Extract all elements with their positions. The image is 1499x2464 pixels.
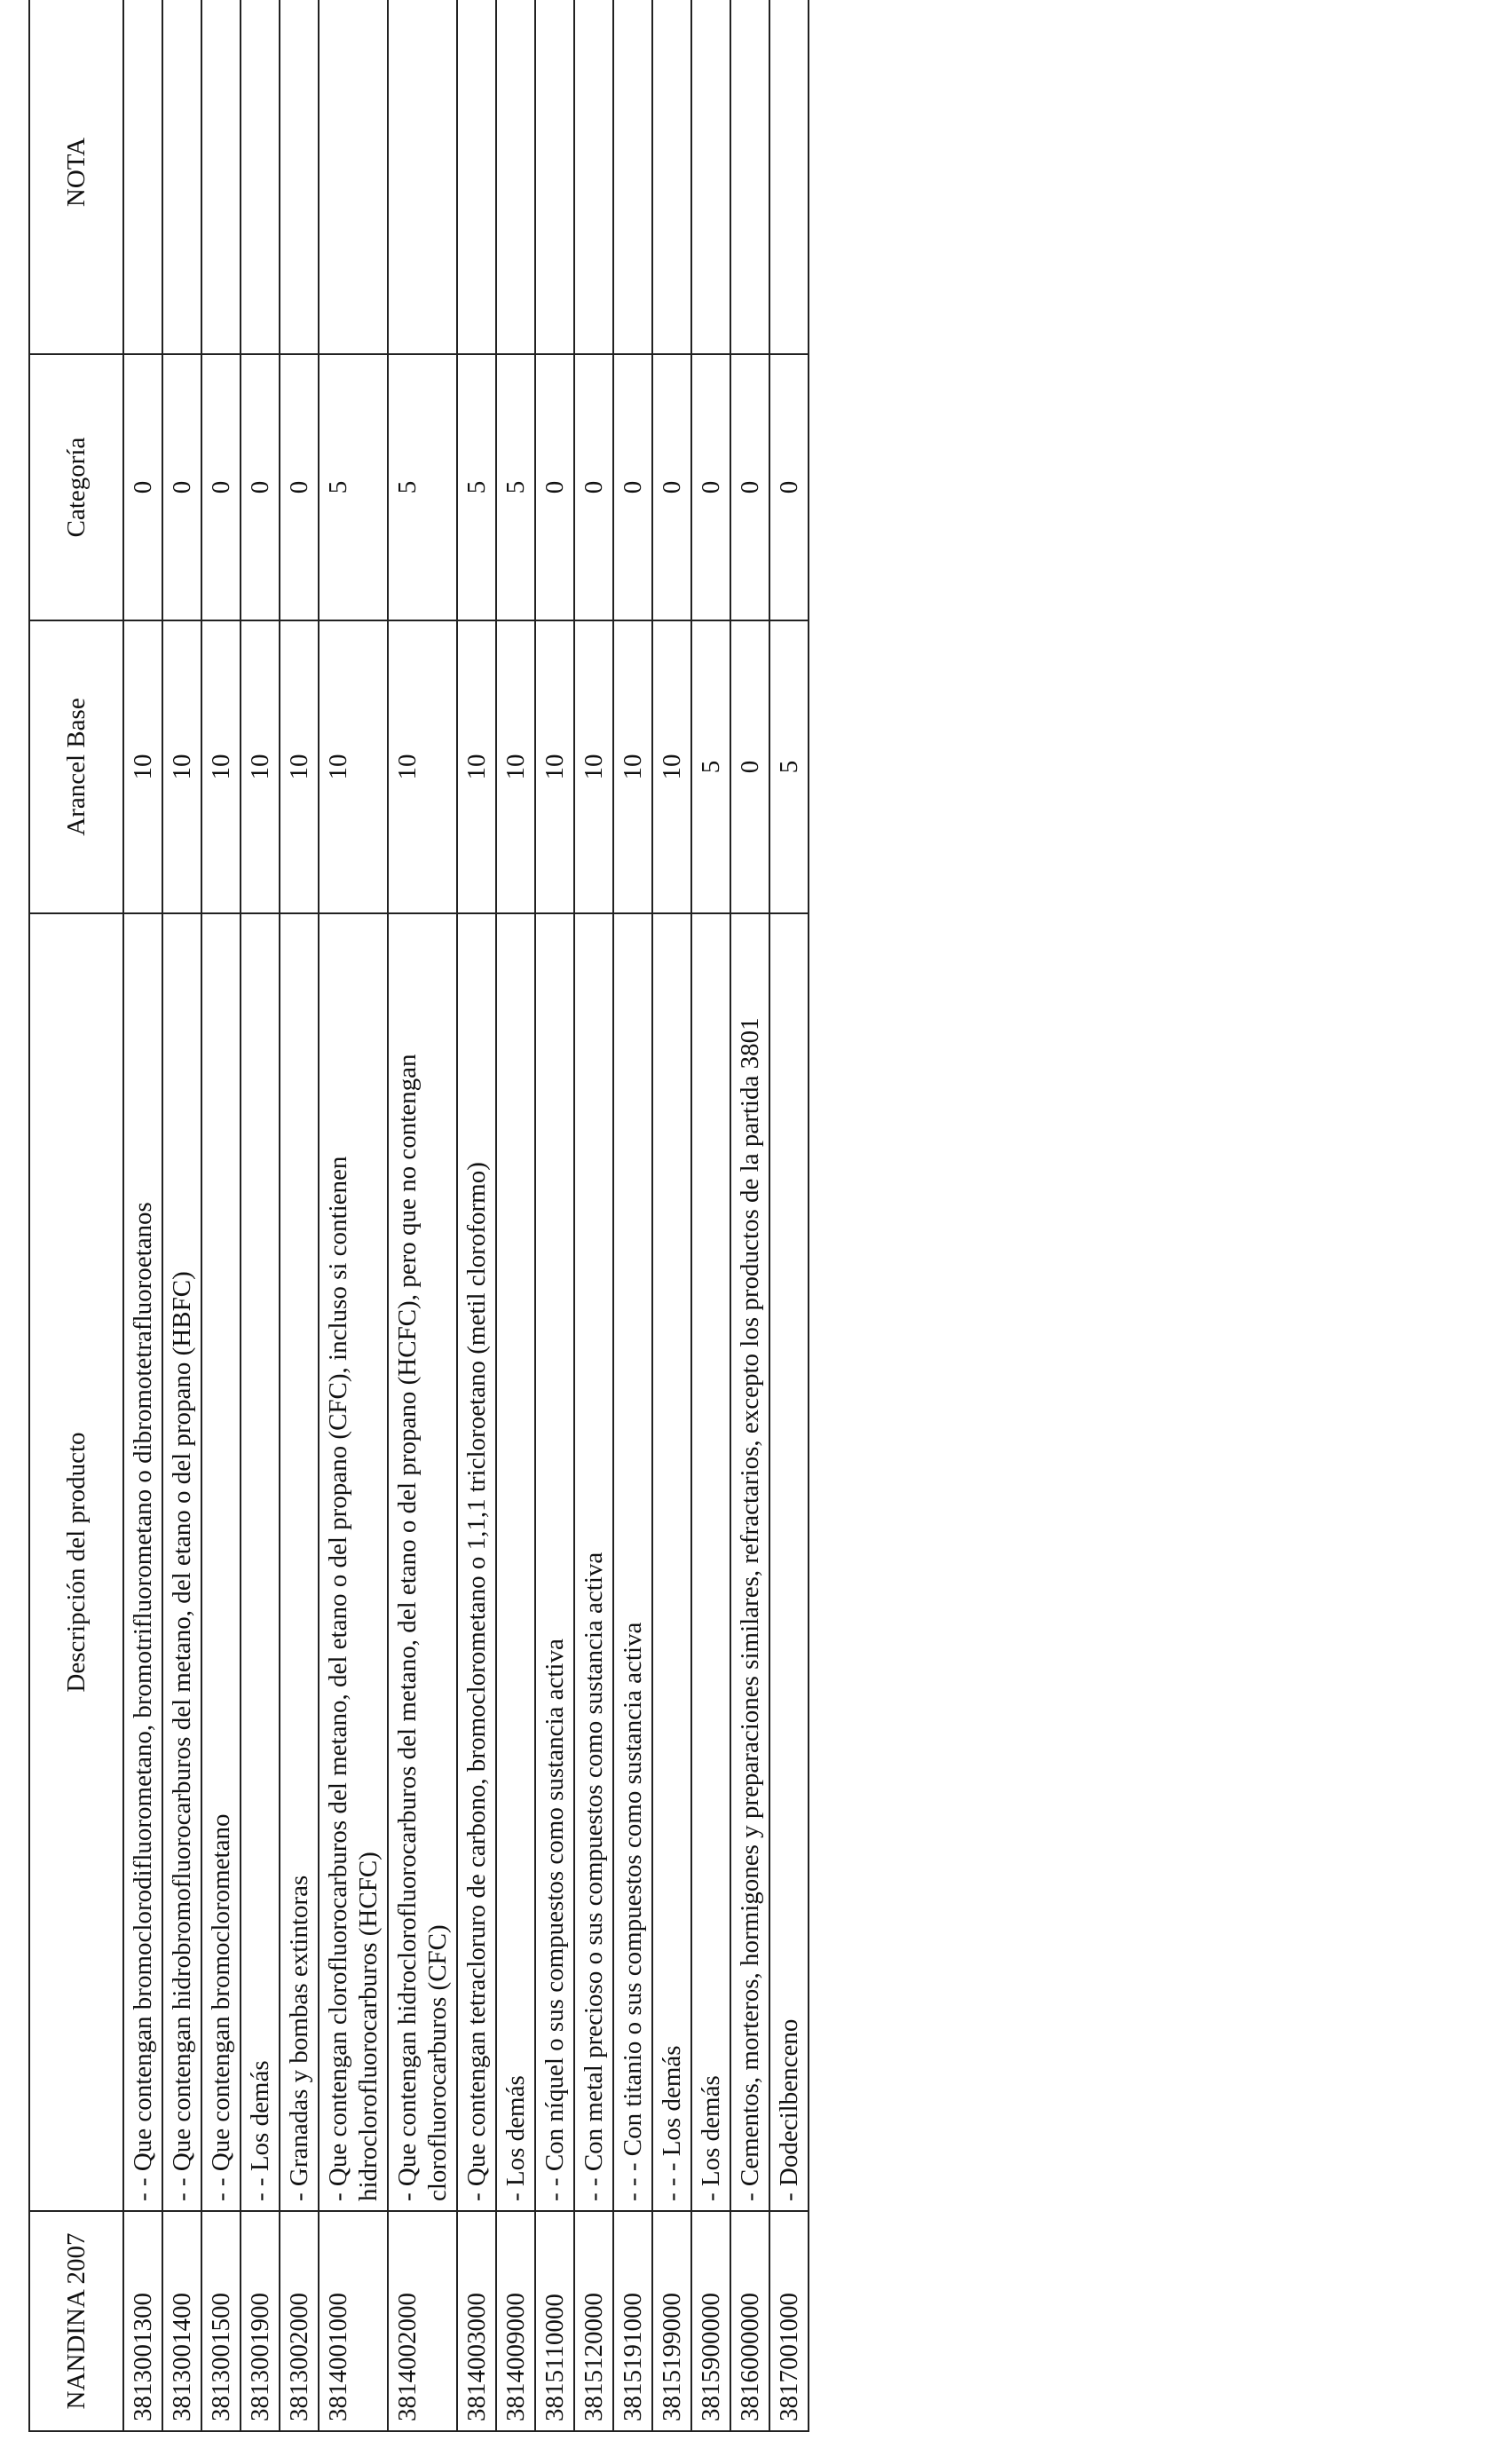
row-arancel-base: 10 bbox=[241, 620, 280, 913]
row-description: - - Que contengan hidrobromofluorocarburos del metano, del etano o del propano (HBFC) bbox=[162, 913, 201, 2211]
row-categoria: 5 bbox=[388, 354, 457, 620]
row-nota bbox=[574, 0, 613, 354]
row-categoria: 0 bbox=[730, 354, 769, 620]
table-row bbox=[319, 0, 388, 2431]
tariff-table bbox=[28, 0, 809, 2432]
row-arancel-base: 10 bbox=[496, 620, 535, 913]
row-description: - Que contengan tetracloruro de carbono, bromoclorometano o 1,1,1 tricloroetano (metil cloroformo) bbox=[457, 913, 496, 2211]
table-header bbox=[29, 0, 123, 2431]
header-arancel-base: Arancel Base bbox=[29, 620, 123, 913]
row-nota bbox=[162, 0, 201, 354]
row-code: 3813001900 bbox=[241, 2211, 280, 2431]
row-categoria: 0 bbox=[535, 354, 574, 620]
row-code: 3815110000 bbox=[535, 2211, 574, 2431]
table-row bbox=[201, 0, 241, 2431]
row-arancel-base: 10 bbox=[201, 620, 241, 913]
row-code: 3815120000 bbox=[574, 2211, 613, 2431]
row-description: - Que contengan hidroclorofluorocarburos del metano, del etano o del propano (HCFC), pero que no contengan clorofluorocarburos (CFC) bbox=[388, 913, 457, 2211]
row-categoria: 0 bbox=[162, 354, 201, 620]
table-row bbox=[241, 0, 280, 2431]
row-nota bbox=[691, 0, 730, 354]
row-arancel-base: 10 bbox=[613, 620, 652, 913]
row-nota bbox=[241, 0, 280, 354]
row-nota bbox=[652, 0, 691, 354]
row-description: - - - Con titanio o sus compuestos como sustancia activa bbox=[613, 913, 652, 2211]
row-code: 3815191000 bbox=[613, 2211, 652, 2431]
header-description: Descripción del producto bbox=[29, 913, 123, 2211]
row-nota bbox=[280, 0, 319, 354]
row-arancel-base: 10 bbox=[123, 620, 162, 913]
row-nota bbox=[201, 0, 241, 354]
table-row bbox=[652, 0, 691, 2431]
row-categoria: 0 bbox=[123, 354, 162, 620]
row-categoria: 0 bbox=[691, 354, 730, 620]
row-arancel-base: 10 bbox=[652, 620, 691, 913]
row-code: 3817001000 bbox=[769, 2211, 809, 2431]
header-nota: NOTA bbox=[29, 0, 123, 354]
row-description: - Granadas y bombas extintoras bbox=[280, 913, 319, 2211]
row-description: - - Con metal precioso o sus compuestos como sustancia activa bbox=[574, 913, 613, 2211]
row-arancel-base: 5 bbox=[691, 620, 730, 913]
table-body bbox=[123, 0, 809, 2431]
table-row bbox=[730, 0, 769, 2431]
row-categoria: 0 bbox=[769, 354, 809, 620]
row-description: - - Que contengan bromoclorodifluorometano, bromotrifluorometano o dibromotetrafluoroetanos bbox=[123, 913, 162, 2211]
row-arancel-base: 10 bbox=[319, 620, 388, 913]
row-categoria: 0 bbox=[574, 354, 613, 620]
row-code: 3816000000 bbox=[730, 2211, 769, 2431]
header-row bbox=[29, 0, 123, 2431]
row-code: 3814003000 bbox=[457, 2211, 496, 2431]
row-nota bbox=[388, 0, 457, 354]
table-row bbox=[691, 0, 730, 2431]
table-row bbox=[123, 0, 162, 2431]
row-code: 3813001400 bbox=[162, 2211, 201, 2431]
row-description: - Los demás bbox=[691, 913, 730, 2211]
row-code: 3815900000 bbox=[691, 2211, 730, 2431]
table-row bbox=[388, 0, 457, 2431]
row-categoria: 0 bbox=[201, 354, 241, 620]
table-row bbox=[162, 0, 201, 2431]
row-categoria: 0 bbox=[613, 354, 652, 620]
row-arancel-base: 5 bbox=[769, 620, 809, 913]
row-categoria: 0 bbox=[241, 354, 280, 620]
row-categoria: 5 bbox=[319, 354, 388, 620]
row-nota bbox=[535, 0, 574, 354]
row-arancel-base: 0 bbox=[730, 620, 769, 913]
row-code: 3815199000 bbox=[652, 2211, 691, 2431]
row-nota bbox=[457, 0, 496, 354]
table-row bbox=[280, 0, 319, 2431]
row-nota bbox=[769, 0, 809, 354]
row-categoria: 5 bbox=[496, 354, 535, 620]
row-description: - - Con níquel o sus compuestos como sustancia activa bbox=[535, 913, 574, 2211]
header-nandina: NANDINA 2007 bbox=[29, 2211, 123, 2431]
row-arancel-base: 10 bbox=[574, 620, 613, 913]
row-code: 3813001500 bbox=[201, 2211, 241, 2431]
row-description: - Dodecilbenceno bbox=[769, 913, 809, 2211]
row-nota bbox=[123, 0, 162, 354]
row-arancel-base: 10 bbox=[162, 620, 201, 913]
row-categoria: 0 bbox=[280, 354, 319, 620]
row-code: 3814001000 bbox=[319, 2211, 388, 2431]
row-description: - - Que contengan bromoclorometano bbox=[201, 913, 241, 2211]
row-description: - Que contengan clorofluorocarburos del metano, del etano o del propano (CFC), incluso si contienen hidroclorofluorocarburos (HCFC) bbox=[319, 913, 388, 2211]
row-description: - - Los demás bbox=[241, 913, 280, 2211]
row-nota bbox=[613, 0, 652, 354]
row-nota bbox=[730, 0, 769, 354]
row-arancel-base: 10 bbox=[457, 620, 496, 913]
table-row bbox=[496, 0, 535, 2431]
row-nota bbox=[319, 0, 388, 354]
row-code: 3814002000 bbox=[388, 2211, 457, 2431]
table-row bbox=[457, 0, 496, 2431]
row-arancel-base: 10 bbox=[280, 620, 319, 913]
row-arancel-base: 10 bbox=[535, 620, 574, 913]
row-categoria: 0 bbox=[652, 354, 691, 620]
table-row bbox=[769, 0, 809, 2431]
row-arancel-base: 10 bbox=[388, 620, 457, 913]
row-code: 3813002000 bbox=[280, 2211, 319, 2431]
row-description: - Los demás bbox=[496, 913, 535, 2211]
row-code: 3813001300 bbox=[123, 2211, 162, 2431]
table-row bbox=[535, 0, 574, 2431]
row-description: - - - Los demás bbox=[652, 913, 691, 2211]
row-categoria: 5 bbox=[457, 354, 496, 620]
row-nota bbox=[496, 0, 535, 354]
header-categoria: Categoría bbox=[29, 354, 123, 620]
row-code: 3814009000 bbox=[496, 2211, 535, 2431]
table-row bbox=[613, 0, 652, 2431]
row-description: - Cementos, morteros, hormigones y preparaciones similares, refractarios, excepto los productos de la partida 3801 bbox=[730, 913, 769, 2211]
table-row bbox=[574, 0, 613, 2431]
